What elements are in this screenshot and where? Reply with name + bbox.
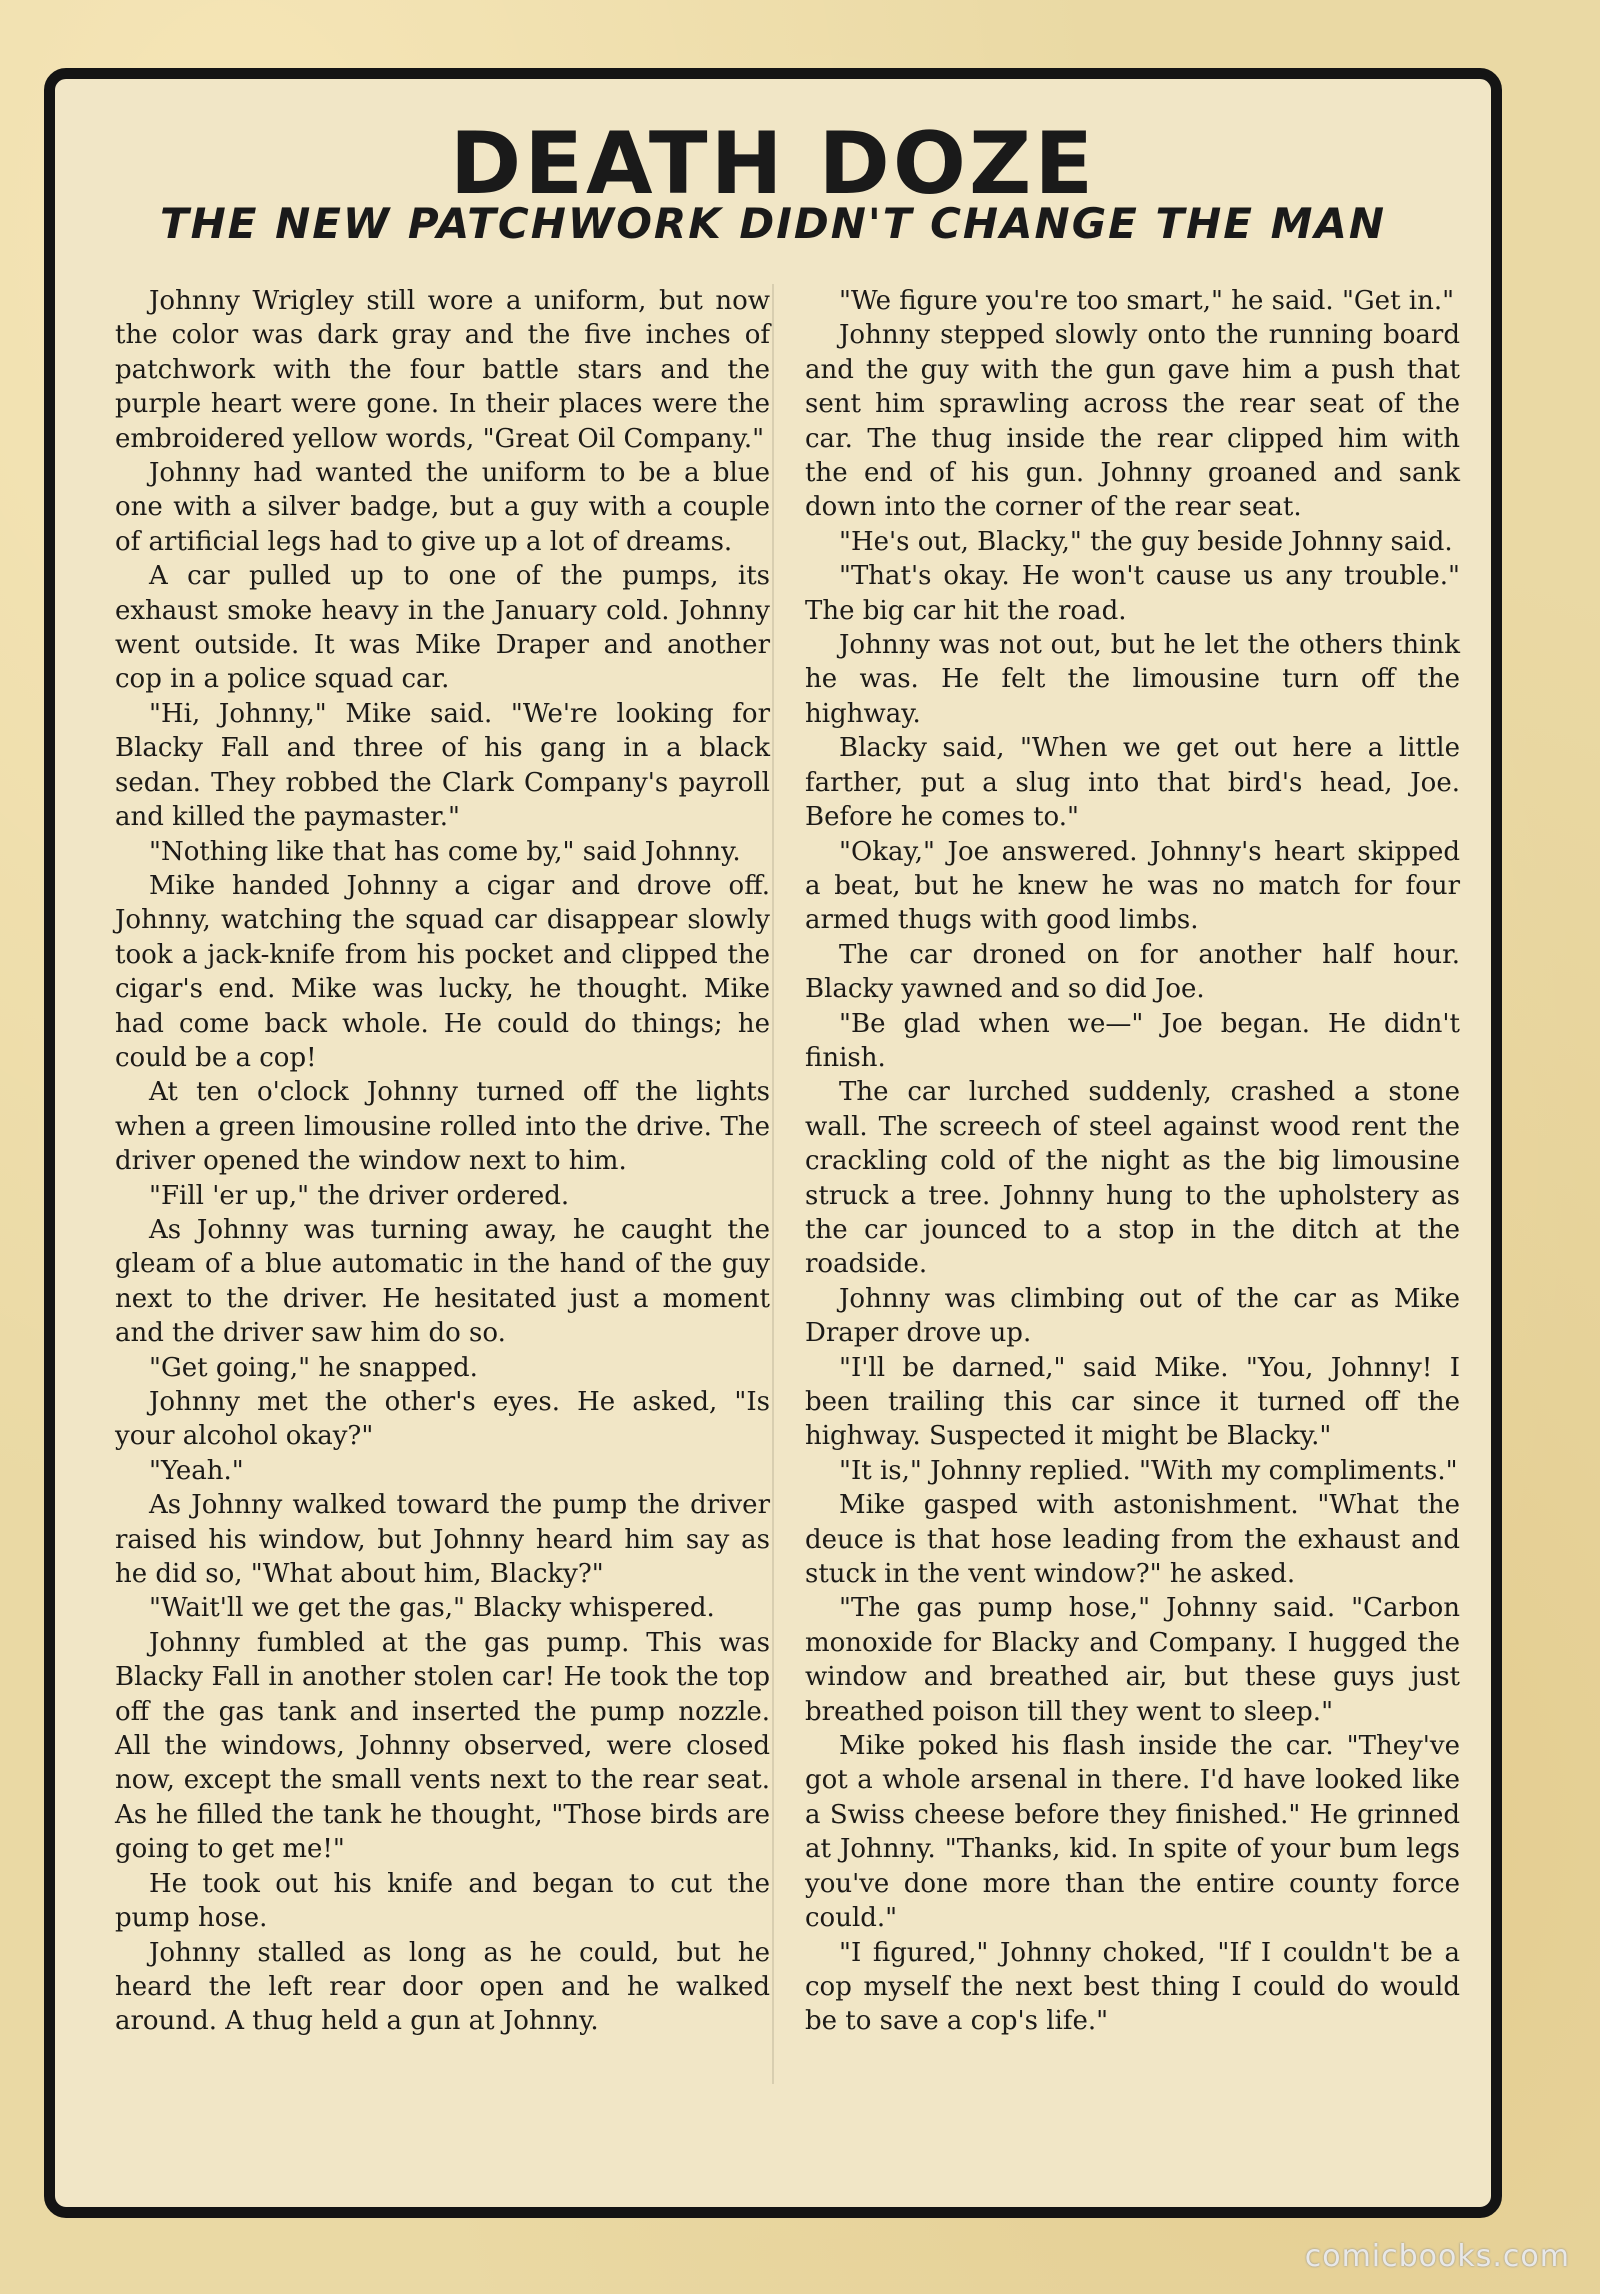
paragraph: Johnny stepped slowly onto the running board and the guy with the gun gave him a push that sent him sprawling across the rear seat of the car. The thug inside the rear clipped him with the end of his gun. Johnny groaned and sank down into the corner of the rear seat. [805,320,1460,523]
paragraph: As Johnny walked toward the pump the driver raised his window, but Johnny heard him say as he did so, "What about him, Blacky?" [115,1490,770,1590]
paragraph: "Wait'll we get the gas," Blacky whispered. [149,1593,715,1624]
paragraph: "That's okay. He won't cause us any trouble." The big car hit the road. [805,561,1460,626]
left-column [115,284,770,2039]
paragraph: "Be glad when we—" Joe began. He didn't finish. [805,1008,1460,1073]
paragraph: As Johnny was turning away, he caught the gleam of a blue automatic in the hand of the guy next to the driver. He hesitated just a moment and the driver saw him do so. [115,1214,770,1349]
paragraph: The car droned on for another half hour. Blacky yawned and so did Joe. [805,939,1460,1005]
paragraph: At ten o'clock Johnny turned off the lights when a green limousine rolled into the drive. The driver opened the window next to him. [115,1077,770,1177]
paragraph: "Hi, Johnny," Mike said. "We're looking for Blacky Fall and three of his gang in a black sedan. They robbed the Clark Company's payroll and killed the paymaster." [115,698,770,833]
site-watermark: comicbooks.com [1304,2239,1570,2274]
story-panel [44,68,1502,2218]
paragraph: "The gas pump hose," Johnny said. "Carbon monoxide for Blacky and Company. I hugged the window and breathed air, but these guys just breathed poison till they went to sleep." [805,1593,1460,1727]
paragraph: The car lurched suddenly, crashed a stone wall. The screech of steel against wood rent the crackling cold of the night as the big limousine struck a tree. Johnny hung to the upholstery as the car jounced to a stop in the ditch at the roadside. [805,1077,1460,1280]
paragraph: Johnny fumbled at the gas pump. This was Blacky Fall in another stolen car! He took the top off the gas tank and inserted the pump nozzle. All the windows, Johnny observed, were closed now, except the small vents next to the rear seat. As he filled the tank he thought, "Those birds are going to get me!" [115,1627,770,1865]
story-title: DEATH DOZE [449,114,1097,214]
column-divider [772,284,774,2084]
paragraph: A car pulled up to one of the pumps, its exhaust smoke heavy in the January cold. Johnny went outside. It was Mike Draper and another cop in a police squad car. [115,561,770,695]
right-column [805,284,1460,2039]
paragraph: "I'll be darned," said Mike. "You, Johnny! I been trailing this car since it turned off the highway. Suspected it might be Blacky." [805,1352,1460,1452]
paragraph: "Yeah." [149,1455,244,1486]
paragraph: He took out his knife and began to cut the pump hose. [115,1868,770,1934]
paragraph: "Okay," Joe answered. Johnny's heart skipped a beat, but he knew he was no match for four armed thugs with good limbs. [805,836,1460,936]
paragraph: Blacky said, "When we get out here a little farther, put a slug into that bird's head, Joe. Before he comes to." [805,733,1460,833]
paragraph: Johnny was not out, but he let the others think he was. He felt the limousine turn off the highway. [805,630,1460,729]
paragraph: Mike poked his flash inside the car. "They've got a whole arsenal in there. I'd have looked like a Swiss cheese before they finished." He grinned at Johnny. "Thanks, kid. In spite of your bum legs you've done more than the entire county force could." [805,1731,1460,1934]
paragraph: "Nothing like that has come by," said Johnny. [149,836,741,867]
paragraph: "I figured," Johnny choked, "If I couldn't be a cop myself the next best thing I could do would be to save a cop's life." [805,1937,1460,2037]
paragraph: "Get going," he snapped. [149,1352,478,1383]
paragraph: "Fill 'er up," the driver ordered. [149,1180,570,1211]
paragraph: "We figure you're too smart," he said. "Get in." [839,286,1455,316]
paragraph: Johnny had wanted the uniform to be a blue one with a silver badge, but a guy with a couple of artificial legs had to give up a lot of dreams. [115,458,770,557]
paragraph: Johnny was climbing out of the car as Mike Draper drove up. [805,1283,1460,1349]
paragraph: Johnny stalled as long as he could, but he heard the left rear door open and he walked around. A thug held a gun at Johnny. [115,1937,770,2037]
paragraph: "He's out, Blacky," the guy beside Johnny said. [839,526,1453,557]
paragraph: "It is," Johnny replied. "With my compliments." [839,1455,1458,1486]
story-subtitle: THE NEW PATCHWORK DIDN'T CHANGE THE MAN [159,199,1387,248]
paragraph: Mike handed Johnny a cigar and drove off. Johnny, watching the squad car disappear slowly took a jack-knife from his pocket and clipped the cigar's end. Mike was lucky, he thought. Mike had come back whole. He could do things; he could be a cop! [115,870,770,1073]
paragraph: Johnny Wrigley still wore a uniform, but now the color was dark gray and the five inches of patchwork with the four battle stars and the purple heart were gone. In their places were the embroidered yellow words, "Great Oil Company." [115,286,770,454]
paragraph: Johnny met the other's eyes. He asked, "Is your alcohol okay?" [115,1387,770,1452]
paragraph: Mike gasped with astonishment. "What the deuce is that hose leading from the exhaust and stuck in the vent window?" he asked. [805,1490,1460,1590]
